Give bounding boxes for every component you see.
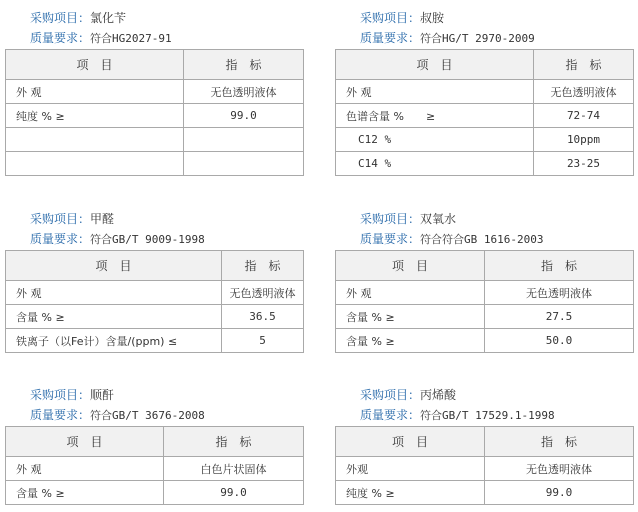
item-key: 采购项目：: [30, 388, 91, 402]
table-row: [336, 152, 634, 176]
table-row: [6, 481, 304, 505]
header-item: 项 目: [336, 50, 534, 80]
table-row: [6, 281, 304, 305]
row-value: 无色透明液体: [184, 80, 304, 104]
row-value: 23-25: [534, 152, 634, 176]
requirement-line: [360, 231, 544, 248]
item-line: [30, 10, 126, 26]
header-spec: 指 标: [485, 427, 634, 457]
row-item: [6, 152, 184, 176]
requirement-line: [30, 407, 205, 424]
requirement-line: [360, 407, 555, 424]
row-value: 50.0: [485, 329, 634, 353]
row-value: 无色透明液体: [222, 281, 304, 305]
requirement-value: 符合HG2027-91: [90, 32, 172, 45]
table-header-row: [336, 427, 634, 457]
product-name: 氯化苄: [90, 11, 127, 25]
table-row: [6, 80, 304, 104]
requirement-line: [30, 30, 172, 47]
requirement-key: 质量要求：: [30, 408, 91, 422]
row-item: 纯度 % ≥: [336, 481, 485, 505]
requirement-key: 质量要求：: [30, 232, 91, 246]
table-row: [6, 104, 304, 128]
requirement-line: [360, 30, 535, 47]
header-item: 项 目: [336, 251, 485, 281]
row-value: 无色透明液体: [534, 80, 634, 104]
spec-table: [335, 426, 634, 505]
spec-table: [5, 49, 304, 176]
table-row: [336, 128, 634, 152]
item-key: 采购项目：: [30, 11, 91, 25]
row-value: 99.0: [184, 104, 304, 128]
requirement-value: 符合HG/T 2970-2009: [420, 32, 535, 45]
row-item: 外 观: [336, 80, 534, 104]
row-item: 纯度 % ≥: [6, 104, 184, 128]
item-key: 采购项目：: [360, 388, 421, 402]
row-item: 含量 % ≥: [6, 481, 164, 505]
table-row: [336, 305, 634, 329]
product-name: 顺酐: [90, 388, 115, 402]
table-header-row: [6, 50, 304, 80]
requirement-value: 符合GB/T 17529.1-1998: [420, 409, 555, 422]
product-name: 双氧水: [420, 212, 457, 226]
product-name: 叔胺: [420, 11, 445, 25]
row-value: 无色透明液体: [485, 281, 634, 305]
table-row: [6, 457, 304, 481]
row-item: 外 观: [6, 457, 164, 481]
product-name: 甲醛: [90, 212, 115, 226]
table-header-row: [336, 251, 634, 281]
header-item: 项 目: [6, 251, 222, 281]
requirement-value: 符合符合GB 1616-2003: [420, 233, 544, 246]
item-line: [30, 211, 114, 227]
row-item: 含量 % ≥: [336, 305, 485, 329]
row-item: 外 观: [6, 80, 184, 104]
item-key: 采购项目：: [360, 212, 421, 226]
row-value: 5: [222, 329, 304, 353]
header-spec: 指 标: [164, 427, 304, 457]
item-key: 采购项目：: [30, 212, 91, 226]
header-spec: 指 标: [184, 50, 304, 80]
spec-table: [5, 250, 304, 353]
row-item: [6, 128, 184, 152]
requirement-key: 质量要求：: [360, 408, 421, 422]
header-item: 项 目: [6, 427, 164, 457]
table-row: [6, 329, 304, 353]
row-value: 10ppm: [534, 128, 634, 152]
item-line: [360, 211, 456, 227]
header-spec: 指 标: [534, 50, 634, 80]
row-value: 白色片状固体: [164, 457, 304, 481]
row-item: 铁离子（以Fe计）含量/(ppm) ≤: [6, 329, 222, 353]
item-line: [360, 387, 456, 403]
table-row: [336, 329, 634, 353]
requirement-key: 质量要求：: [30, 31, 91, 45]
row-value: 无色透明液体: [485, 457, 634, 481]
header-item: 项 目: [6, 50, 184, 80]
row-value: 99.0: [485, 481, 634, 505]
row-value: 99.0: [164, 481, 304, 505]
requirement-key: 质量要求：: [360, 31, 421, 45]
requirement-line: [30, 231, 205, 248]
row-item: 外 观: [6, 281, 222, 305]
header-spec: 指 标: [485, 251, 634, 281]
row-item: 含量 % ≥: [336, 329, 485, 353]
row-item: 外观: [336, 457, 485, 481]
table-row: [6, 305, 304, 329]
item-line: [30, 387, 114, 403]
table-row: [336, 457, 634, 481]
row-value: [184, 128, 304, 152]
spec-table: [335, 49, 634, 176]
table-header-row: [6, 251, 304, 281]
row-value: 27.5: [485, 305, 634, 329]
table-row: [6, 128, 304, 152]
item-line: [360, 10, 444, 26]
table-header-row: [6, 427, 304, 457]
row-value: 36.5: [222, 305, 304, 329]
table-row: [336, 104, 634, 128]
item-key: 采购项目：: [360, 11, 421, 25]
row-value: [184, 152, 304, 176]
header-spec: 指 标: [222, 251, 304, 281]
row-value: 72-74: [534, 104, 634, 128]
row-item: C14 %: [336, 152, 534, 176]
table-row: [336, 481, 634, 505]
table-row: [336, 80, 634, 104]
row-item: 含量 % ≥: [6, 305, 222, 329]
spec-table: [335, 250, 634, 353]
table-header-row: [336, 50, 634, 80]
row-item: 色谱含量 % ≥: [336, 104, 534, 128]
row-item: 外 观: [336, 281, 485, 305]
table-row: [6, 152, 304, 176]
product-name: 丙烯酸: [420, 388, 457, 402]
requirement-key: 质量要求：: [360, 232, 421, 246]
requirement-value: 符合GB/T 9009-1998: [90, 233, 205, 246]
header-item: 项 目: [336, 427, 485, 457]
table-row: [336, 281, 634, 305]
row-item: C12 %: [336, 128, 534, 152]
requirement-value: 符合GB/T 3676-2008: [90, 409, 205, 422]
spec-table: [5, 426, 304, 505]
